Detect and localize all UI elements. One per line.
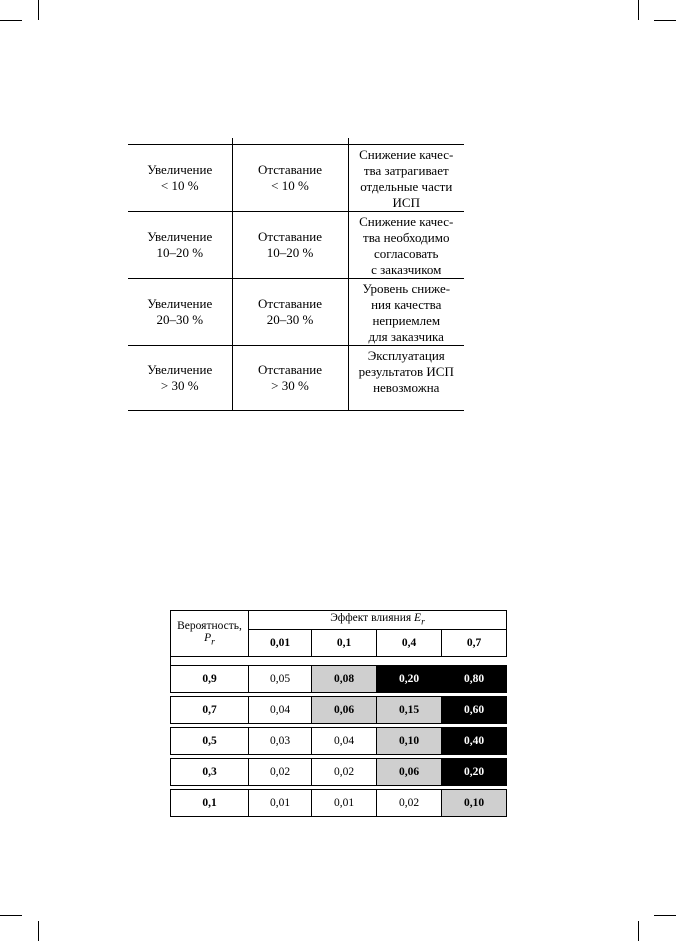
risk-score-cell: 0,05 — [249, 666, 312, 693]
effect-header-label: Эффект влияния — [330, 612, 412, 625]
schedule-cell-line: 20–30 % — [266, 312, 314, 327]
schedule-cell — [232, 279, 348, 346]
cost-cell-line: 10–20 % — [156, 245, 204, 260]
schedule-cell-line: 10–20 % — [266, 245, 314, 260]
risk-score-cell: 0,60 — [442, 697, 507, 724]
quality-cell-line: с заказчиком — [371, 262, 442, 277]
quality-cell-line: тва необходимо — [363, 230, 450, 245]
quality-cell-line: результатов ИСП — [358, 364, 454, 379]
risk-score-cell: 0,02 — [312, 759, 377, 786]
matrix-row — [171, 666, 507, 693]
risk-score-cell: 0,04 — [249, 697, 312, 724]
risk-score-cell: 0,20 — [377, 666, 442, 693]
quality-cell-line: ИСП — [392, 195, 420, 210]
effect-value-header: 0,1 — [312, 630, 377, 657]
cost-cell-line: Увеличение — [147, 362, 213, 377]
cost-cell-line: < 10 % — [160, 178, 199, 193]
probability-value: 0,7 — [171, 697, 249, 724]
cost-cell-line: Увеличение — [147, 162, 213, 177]
effect-symbol: E — [414, 612, 422, 625]
probability-value: 0,3 — [171, 759, 249, 786]
crop-mark — [638, 0, 639, 20]
quality-cell-line: Снижение качес- — [359, 214, 454, 229]
risk-matrix-table — [170, 610, 507, 817]
risk-score-cell: 0,01 — [312, 790, 377, 817]
risk-score-cell: 0,08 — [312, 666, 377, 693]
deviation-criteria-table — [128, 138, 464, 411]
schedule-cell — [232, 346, 348, 411]
matrix-row — [171, 759, 507, 786]
risk-score-cell: 0,15 — [377, 697, 442, 724]
table-row — [128, 279, 464, 346]
table-row — [128, 212, 464, 279]
matrix-row — [171, 790, 507, 817]
cost-cell — [128, 346, 232, 411]
risk-score-cell: 0,02 — [377, 790, 442, 817]
cost-cell — [128, 212, 232, 279]
quality-cell — [348, 346, 464, 411]
probability-symbol: P — [204, 631, 212, 644]
risk-score-cell: 0,80 — [442, 666, 507, 693]
quality-cell-line: Эксплуатация — [367, 348, 445, 363]
crop-mark — [38, 0, 39, 20]
risk-score-cell: 0,06 — [377, 759, 442, 786]
quality-cell-line: согласовать — [374, 246, 439, 261]
risk-score-cell: 0,03 — [249, 728, 312, 755]
cost-cell-line: Увеличение — [147, 229, 213, 244]
crop-mark — [638, 921, 639, 941]
cost-cell-line: 20–30 % — [156, 312, 204, 327]
schedule-cell-line: Отставание — [257, 296, 323, 311]
effect-value-header: 0,4 — [377, 630, 442, 657]
quality-cell — [348, 279, 464, 346]
quality-cell-line: тва затрагивает — [363, 163, 449, 178]
risk-score-cell: 0,06 — [312, 697, 377, 724]
quality-cell — [348, 212, 464, 279]
quality-cell-line: неприемлем — [372, 313, 441, 328]
cost-cell — [128, 145, 232, 212]
probability-header — [171, 611, 249, 657]
risk-score-cell: 0,04 — [312, 728, 377, 755]
quality-cell-line: невозможна — [373, 380, 440, 395]
risk-score-cell: 0,01 — [249, 790, 312, 817]
quality-cell — [348, 145, 464, 212]
quality-cell-line: ния качества — [371, 297, 442, 312]
schedule-cell-line: > 30 % — [271, 378, 309, 393]
quality-cell-line: Уровень сниже- — [362, 281, 451, 296]
cost-cell-line: Увеличение — [147, 296, 213, 311]
schedule-cell-line: Отставание — [257, 362, 323, 377]
probability-header-label: Вероятность, — [177, 619, 242, 632]
effect-header — [249, 611, 507, 630]
schedule-cell — [232, 145, 348, 212]
schedule-cell-line: < 10 % — [271, 178, 309, 193]
effect-value-header: 0,01 — [249, 630, 312, 657]
probability-subscript: r — [211, 636, 215, 648]
quality-cell-line: Снижение качес- — [359, 147, 454, 162]
matrix-row — [171, 728, 507, 755]
probability-value: 0,9 — [171, 666, 249, 693]
cost-cell-line: > 30 % — [160, 378, 199, 393]
cost-cell — [128, 279, 232, 346]
risk-score-cell: 0,10 — [377, 728, 442, 755]
crop-mark — [38, 921, 39, 941]
quality-cell-line: для заказчика — [368, 329, 444, 344]
probability-value: 0,1 — [171, 790, 249, 817]
schedule-cell — [232, 212, 348, 279]
matrix-row — [171, 697, 507, 724]
schedule-cell-line: Отставание — [257, 162, 323, 177]
crop-mark — [654, 915, 676, 916]
crop-mark — [654, 20, 676, 21]
effect-value-header: 0,7 — [442, 630, 507, 657]
risk-score-cell: 0,20 — [442, 759, 507, 786]
schedule-cell-line: Отставание — [257, 229, 323, 244]
risk-score-cell: 0,02 — [249, 759, 312, 786]
risk-score-cell: 0,40 — [442, 728, 507, 755]
crop-mark — [0, 20, 22, 21]
header-gap — [171, 657, 507, 666]
table-row — [128, 346, 464, 411]
quality-cell-line: отдельные части — [360, 179, 453, 194]
table-row — [128, 145, 464, 212]
probability-value: 0,5 — [171, 728, 249, 755]
crop-mark — [0, 915, 22, 916]
risk-score-cell: 0,10 — [442, 790, 507, 817]
effect-subscript: r — [421, 616, 425, 628]
